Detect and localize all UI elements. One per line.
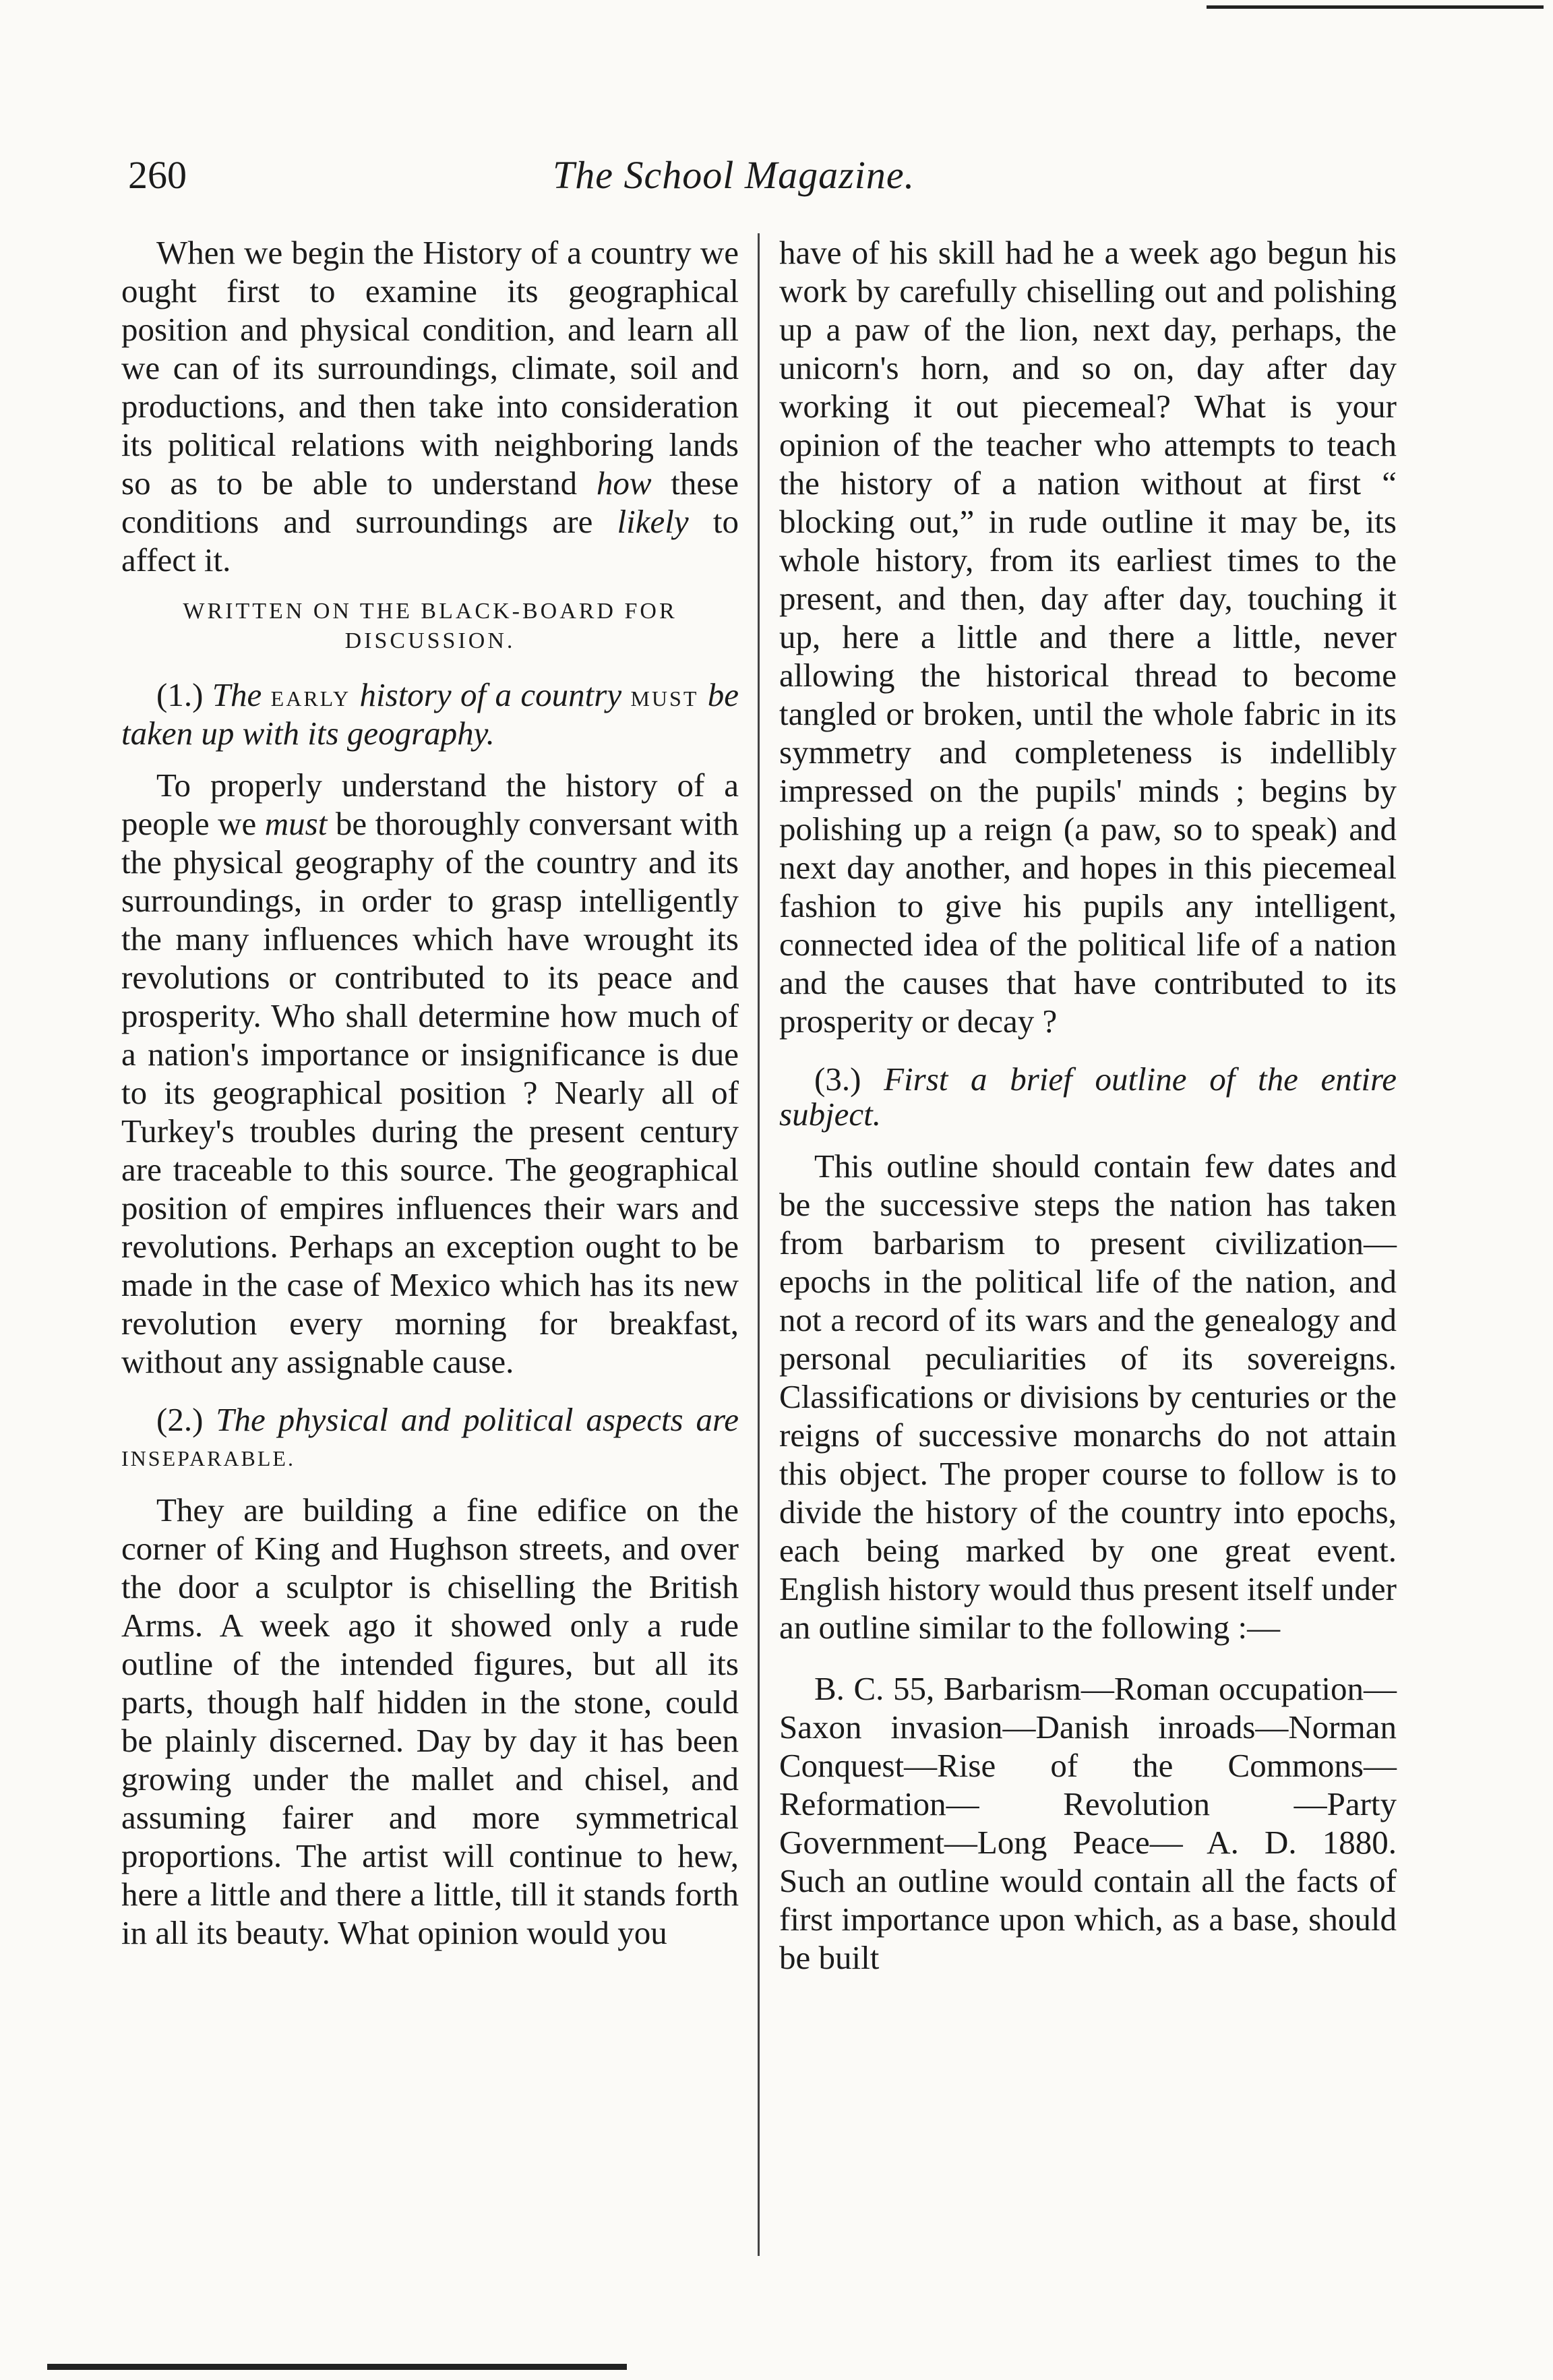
section-1-title-a: The	[212, 676, 262, 713]
outline-paragraph: B. C. 55, Barbarism—Roman occupation—Saxon invasion—Danish inroads—Norman Conquest—Rise of the Commons—Reformation— Revolution —Party Government—Long Peace— A. D. 1880. Such an outline would contain all the facts of first importance upon which, as a base, should be built	[779, 1670, 1397, 1976]
intro-text-1: When we begin the History of a country we ought first to examine its geographical position and physical condition, and learn all we can of its surroundings, climate, soil and productions, and then take into consideration its political relations with neighboring lands so as to be able to understand	[121, 234, 739, 502]
intro-text-3: to affect it.	[121, 503, 739, 578]
bottom-rule	[47, 2364, 627, 2370]
intro-text-2: these conditions and surroundings are	[121, 465, 739, 540]
running-title: The School Magazine.	[553, 153, 915, 197]
page-number: 260	[128, 153, 187, 197]
section-1-body	[121, 766, 739, 1381]
section-2-number: (2.)	[156, 1401, 204, 1438]
section-1-number: (1.)	[156, 676, 204, 713]
section-3-heading	[779, 1062, 1397, 1132]
section-3-number: (3.)	[814, 1061, 861, 1098]
intro-emph-how: how	[596, 465, 652, 502]
section-1-body-a: To properly understand the history of a people we	[121, 767, 739, 842]
section-1-title-c: be taken up with its geography.	[121, 676, 739, 752]
blackboard-heading: WRITTEN ON THE BLACK-BOARD FOR DISCUSSION.	[183, 599, 677, 653]
section-1-body-must: must	[264, 805, 328, 842]
section-2-body: They are building a fine edifice on the corner of King and Hughson streets, and over the door a sculptor is chiselling the British Arms. A week ago it showed only a rude outline of the intended figures, but all its parts, though half hidden in the stone, could be plainly discerned. Day by day it has been growing under the mallet and chisel, and assuming fairer and more symmetrical proportions. The artist will continue to hew, here a little and there a little, till it stands forth in all its beauty. What opinion would you	[121, 1491, 739, 1951]
column-divider	[758, 233, 760, 2256]
continuation-paragraph: have of his skill had he a week ago begun his work by carefully chiselling out and polishing up a paw of the lion, next day, perhaps, the unicorn's horn, and so on, day after day working it out piecemeal? What is your opinion of the teacher who attempts to teach the history of a nation without at first “ blocking out,” in rude outline it may be, its whole history, from its earliest times to the present, and then, day after day, touching it up, here a little and there a little, never allowing the historical thread to become tangled or broken, until the whole fabric in its symmetry and completeness is indellibly impressed on the pupils' minds ; begins by polishing up a reign (a paw, so to speak) and next day another, and hopes in this piecemeal fashion to give his pupils any intelligent, connected idea of the political life of a nation and the causes that have contributed to its prosperity or decay ?	[779, 234, 1397, 1040]
section-1-must: MUST	[630, 686, 699, 711]
section-2-inseparable: INSEPARABLE.	[121, 1446, 295, 1470]
section-1-title-b: history of a country	[359, 676, 622, 713]
section-3-body: This outline should contain few dates and be the successive steps the nation has taken from barbarism to present civilization—epochs in the political life of the nation, and not a record of its wars and the genealogy and personal peculiarities of its sovereigns. Classifications or divisions by centuries or the reigns of successive monarchs do not attain this object. The proper course to follow is to divide the history of the country into epochs, each being marked by one great event. English history would thus present itself under an outline similar to the following :—	[779, 1148, 1397, 1646]
intro-paragraph	[121, 233, 739, 579]
page-header	[0, 152, 1553, 206]
section-1-early: EARLY	[270, 686, 351, 711]
section-2-heading	[121, 1402, 739, 1476]
right-column	[779, 233, 1397, 1977]
section-3-title: First a brief outline of the entire subject.	[779, 1061, 1397, 1133]
intro-emph-likely: likely	[617, 503, 689, 540]
left-column	[121, 233, 739, 1952]
section-2-title: The physical and political aspects are	[216, 1401, 739, 1438]
top-rule	[1207, 5, 1544, 9]
section-1-body-b: be thoroughly conversant with the physical geography of the country and its surroundings, in order to grasp intelligently the many influences which have wrought its revolutions or contributed to its peace and prosperity. Who shall determine how much of a nation's importance or insignificance is due to its geographical position ? Nearly all of Turkey's troubles during the present century are traceable to this source. The geographical position of empires influences their wars and revolutions. Perhaps an exception ought to be made in the case of Mexico which has its new revolution every morning for breakfast, without any assignable cause.	[121, 805, 739, 1380]
section-1-heading	[121, 678, 739, 751]
